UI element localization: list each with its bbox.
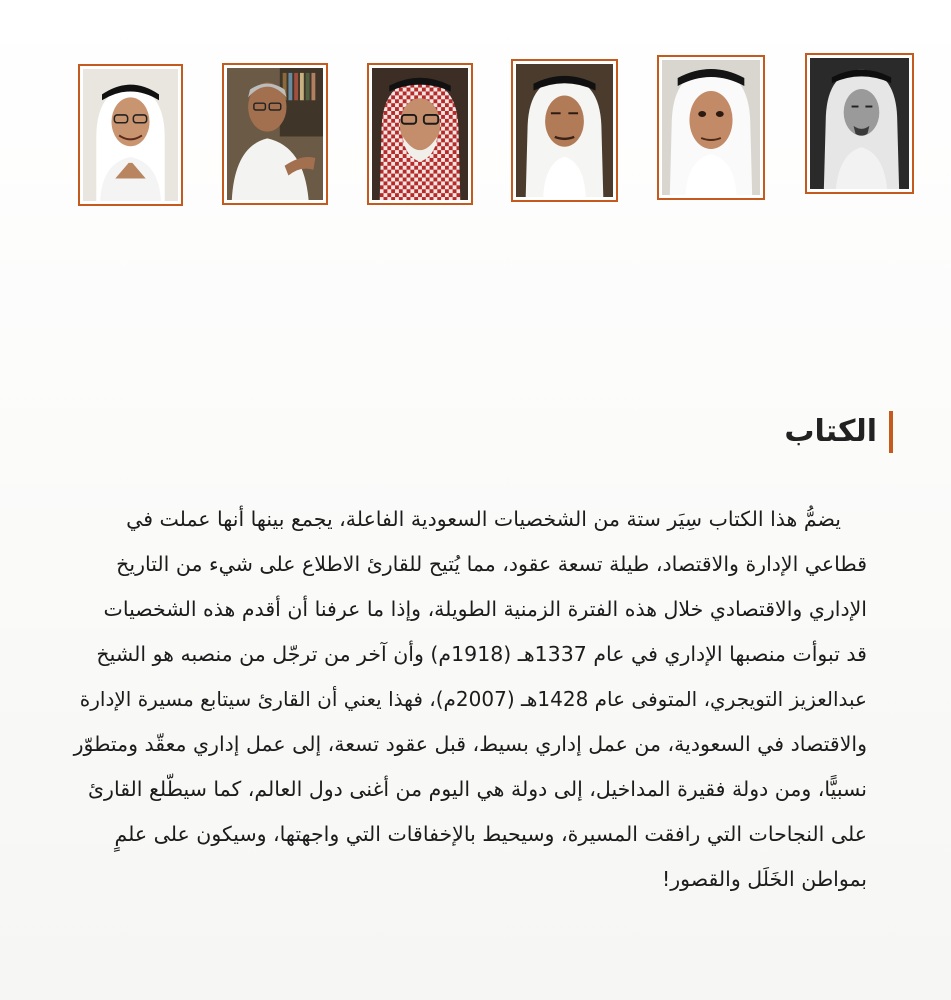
description-line: قد تبوأت منصبها الإداري في عام 1337هـ (1918م) وأن آخر من ترجّل من منصبه هو الشيخ xyxy=(96,642,867,666)
portrait-photo-2 xyxy=(227,68,323,200)
description-line: نسبيًّا، ومن دولة فقيرة المداخيل، إلى دولة هي اليوم من أغنى دول العالم، كما سيطّلع القارئ xyxy=(88,777,867,801)
description-line: يضمُّ هذا الكتاب سِيَر ستة من الشخصيات السعودية الفاعلة، يجمع بينها أنها عملت في xyxy=(126,507,841,531)
book-description xyxy=(67,497,867,902)
portrait-photo-3 xyxy=(372,68,468,200)
description-line: والاقتصاد في السعودية، من عمل إداري بسيط، قبل عقود تسعة، إلى عمل إداري معقّد ومتطوّر xyxy=(73,732,867,756)
section-heading xyxy=(784,410,893,454)
portrait-photo-6 xyxy=(810,58,909,189)
portrait-photo-4 xyxy=(516,64,613,197)
section-title: الكتاب xyxy=(784,414,877,449)
portrait-1 xyxy=(78,64,183,206)
portrait-2 xyxy=(222,63,328,205)
portrait-3 xyxy=(367,63,473,205)
portrait-4 xyxy=(511,59,618,202)
description-line: الإداري والاقتصادي خلال هذه الفترة الزمنية الطويلة، وإذا ما عرفنا أن أقدم هذه الشخصيات xyxy=(103,597,867,621)
portrait-5 xyxy=(657,55,765,200)
description-line: على النجاحات التي رافقت المسيرة، وسيحيط بالإخفاقات التي واجهتها، وسيكون على علمٍ xyxy=(114,822,867,846)
portrait-photo-1 xyxy=(83,69,178,201)
description-line: قطاعي الإدارة والاقتصاد، طيلة تسعة عقود، مما يُتيح للقارئ الاطلاع على شيء من التاريخ xyxy=(116,552,867,576)
description-line: بمواطن الخَلَل والقصور! xyxy=(662,867,867,891)
portrait-6 xyxy=(805,53,914,194)
description-line: عبدالعزيز التويجري، المتوفى عام 1428هـ (2007م)، فهذا يعني أن القارئ سيتابع مسيرة الإدارة xyxy=(79,687,867,711)
heading-accent-bar xyxy=(889,411,893,453)
portrait-photo-5 xyxy=(662,60,760,195)
